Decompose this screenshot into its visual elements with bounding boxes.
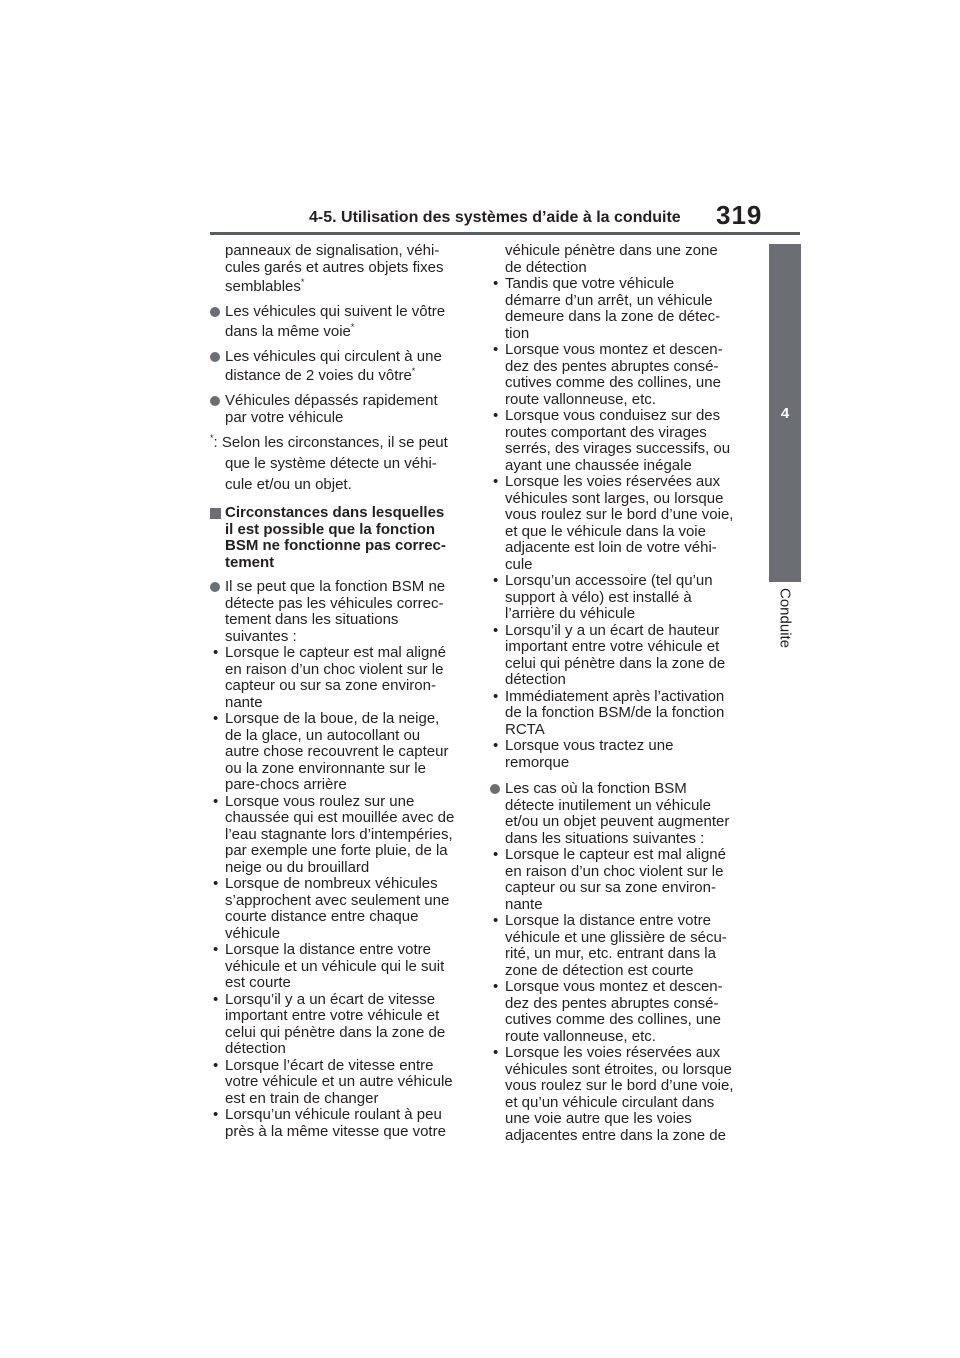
text-line: neige ou du brouillard [225, 858, 370, 876]
text-line: et qu’un véhicule circulant dans [505, 1093, 715, 1111]
text-line: nante [505, 895, 543, 913]
text-line: véhicule [225, 924, 281, 942]
dash-item [490, 1045, 760, 1144]
text-line: route vallonneuse, etc. [505, 1027, 656, 1045]
text-line: vous roulez sur le bord d’une voie, [505, 1077, 734, 1094]
section-square-icon [210, 508, 221, 519]
dash-item [210, 992, 472, 1058]
text-line: Lorsque vous conduisez sur des [505, 407, 721, 424]
text-line: véhicules sont étroites, ou lorsque [505, 1060, 732, 1078]
dash-list [210, 645, 472, 1140]
text-line: remorque [505, 753, 570, 771]
text-line: cutives comme des collines, une [505, 374, 721, 391]
text-line: Lorsque le capteur est mal aligné [505, 846, 726, 863]
text-line: autre chose recouvrent le capteur [225, 743, 449, 760]
text-line [225, 321, 472, 343]
dash-mark: • [493, 621, 499, 639]
section-heading [210, 505, 472, 571]
text-line: celui qui pénètre dans la zone de [225, 1023, 446, 1041]
text-line: suivantes : [225, 627, 297, 645]
text-span: distance de 2 voies du vôtre [225, 367, 412, 384]
text-line: détecte inutilement un véhicule [505, 796, 711, 814]
intro-text [210, 243, 472, 298]
text-line: par exemple une forte pluie, de la [225, 842, 448, 859]
dash-mark: • [213, 1056, 219, 1074]
text-line: près à la même vitesse que votre [225, 1122, 446, 1140]
text-line: panneaux de signalisation, véhi- [225, 242, 440, 259]
text-line: cule et/ou un objet. [225, 476, 352, 493]
text-line: votre véhicule et un autre véhicule [225, 1073, 453, 1090]
text-line: Lorsqu’un véhicule roulant à peu [225, 1106, 442, 1123]
text-line: Lorsque les voies réservées aux [505, 1044, 721, 1061]
text-line: Lorsque de nombreux véhicules [225, 875, 438, 892]
section-title: 4-5. Utilisation des systèmes d’aide à la conduite [309, 209, 681, 226]
text-line: Lorsque vous tractez une [505, 737, 674, 754]
dash-mark: • [213, 941, 219, 958]
text-line: rité, un mur, etc. entrant dans la [505, 945, 716, 962]
dash-item [490, 913, 760, 979]
text-line: est courte [225, 974, 291, 991]
footnote [210, 432, 472, 495]
asterisk: * [350, 321, 355, 332]
dash-item [490, 847, 760, 913]
text-line: tion [505, 324, 530, 342]
dash-item [210, 876, 472, 942]
text-line: tement [225, 553, 275, 571]
text-line: cutives comme des collines, une [505, 1011, 721, 1028]
bullet-dot-icon [210, 307, 220, 317]
text-line: détecte pas les véhicules correc- [225, 594, 444, 612]
list-item [210, 349, 472, 388]
left-column [210, 243, 472, 1140]
text-line: Tandis que votre véhicule [505, 275, 675, 292]
text-line: l’arrière du véhicule [505, 605, 636, 622]
text-line: tement dans les situations [225, 611, 399, 628]
text-line: important entre votre véhicule et [505, 638, 720, 655]
text-line: RCTA [505, 720, 545, 738]
text-line: véhicule et un véhicule qui le suit [225, 957, 445, 975]
dash-item [490, 474, 760, 573]
text-line: routes comportant des virages [505, 423, 707, 441]
list-item [210, 579, 472, 645]
dash-mark: • [493, 737, 499, 754]
chapter-label: Conduite [776, 588, 794, 649]
text-span: semblables [225, 278, 301, 295]
page-header [210, 200, 800, 236]
text-line: Lorsque l’écart de vitesse entre [225, 1056, 434, 1074]
text-line: dez des pentes abruptes consé- [505, 994, 719, 1012]
text-line: Lorsqu’il y a un écart de vitesse [225, 990, 436, 1008]
dash-item [210, 1107, 472, 1140]
dash-list [490, 276, 760, 771]
dash-mark: • [493, 275, 499, 292]
text-line: en raison d’un choc violent sur le [225, 660, 444, 678]
text-line [225, 365, 472, 387]
list-item [210, 393, 472, 426]
bullet-dot-icon [210, 582, 220, 592]
dash-mark: • [493, 846, 499, 863]
dash-mark: • [213, 1106, 219, 1123]
text-line: Lorsque vous montez et descen- [505, 978, 723, 995]
bullet-dot-icon [210, 396, 220, 406]
dash-mark: • [493, 572, 499, 589]
list-item [210, 304, 472, 343]
text-line: dez des pentes abruptes consé- [505, 357, 719, 375]
text-line: important entre votre véhicule et [225, 1007, 440, 1024]
text-line: capteur ou sur sa zone environ- [225, 677, 436, 694]
text-line: adjacente est loin de votre véhi- [505, 539, 717, 556]
bullet-dot-icon [210, 352, 220, 362]
text-line: en raison d’un choc violent sur le [505, 862, 724, 880]
text-line: de détection [505, 258, 587, 276]
text-line: celui qui pénètre dans la zone de [505, 654, 726, 672]
dash-item [490, 689, 760, 739]
text-line: démarre d’un arrêt, un véhicule [505, 291, 713, 309]
text-line: de la glace, un autocollant ou [225, 726, 421, 744]
text-line: adjacentes entre dans la zone de [505, 1126, 726, 1144]
text-line: nante [225, 693, 263, 711]
text-line: Lorsque les voies réservées aux [505, 473, 721, 490]
text-line: et/ou un objet peuvent augmenter [505, 813, 730, 830]
dash-list [490, 847, 760, 1144]
continued-text [490, 243, 760, 276]
dash-item [490, 979, 760, 1045]
chapter-number: 4 [769, 244, 801, 582]
dash-mark: • [213, 792, 219, 810]
text-line: Les cas où la fonction BSM [505, 780, 687, 797]
text-line: ayant une chaussée inégale [505, 456, 692, 474]
text-line: BSM ne fonctionne pas correc- [225, 537, 446, 554]
text-line: Véhicules dépassés rapidement [225, 392, 438, 409]
dash-item [210, 794, 472, 877]
list-item [490, 781, 760, 847]
text-line: Lorsque la distance entre votre [505, 912, 711, 929]
text-line [225, 276, 472, 298]
footnote-mark: * [210, 433, 214, 443]
dash-mark: • [493, 473, 499, 490]
dash-mark: • [493, 912, 499, 929]
text-line: Lorsqu’il y a un écart de hauteur [505, 621, 720, 639]
text-line: Immédiatement après l’activation [505, 687, 725, 705]
asterisk: * [411, 366, 416, 376]
text-line: que le système détecte un véhi- [225, 455, 437, 472]
text-line: route vallonneuse, etc. [505, 390, 656, 408]
right-column [490, 243, 760, 1144]
chapter-tab [769, 244, 801, 582]
dash-item [490, 623, 760, 689]
text-line: Lorsque vous montez et descen- [505, 341, 723, 358]
bullet-dot-icon [490, 784, 500, 794]
dash-item [210, 1058, 472, 1108]
dash-item [490, 276, 760, 342]
text-line: Il se peut que la fonction BSM ne [225, 578, 446, 595]
text-line: s’approchent avec seulement une [225, 891, 450, 909]
text-line: véhicule pénètre dans une zone [505, 242, 718, 259]
header-rule [210, 232, 800, 235]
text-line: Lorsqu’un accessoire (tel qu’un [505, 572, 713, 589]
text-line: Lorsque le capteur est mal aligné [225, 644, 446, 661]
text-line: il est possible que la fonction [225, 520, 436, 538]
text-line: véhicule et une glissière de sécu- [505, 928, 727, 946]
dash-item [210, 645, 472, 711]
dash-mark: • [213, 710, 219, 727]
text-line: serrés, des virages successifs, ou [505, 440, 731, 457]
text-line: support à vélo) est installé à [505, 588, 692, 606]
dash-item [210, 942, 472, 992]
text-line [210, 432, 472, 453]
text-line: Circonstances dans lesquelles [225, 504, 445, 521]
text-line: Les véhicules qui suivent le vôtre [225, 303, 446, 320]
text-line: zone de détection est courte [505, 961, 694, 979]
text-line: cules garés et autres objets fixes [225, 258, 444, 276]
dash-mark: • [493, 978, 499, 995]
dash-mark: • [213, 875, 219, 892]
text-line: ou la zone environnante sur le [225, 759, 426, 777]
text-line: détection [225, 1040, 286, 1057]
text-line: courte distance entre chaque [225, 908, 419, 925]
dash-item [490, 408, 760, 474]
text-line: capteur ou sur sa zone environ- [505, 879, 716, 896]
chapter-label-wrap [769, 588, 801, 698]
dash-item [490, 342, 760, 408]
text-line: vous roulez sur le bord d’une voie, [505, 506, 734, 523]
text-line: dans les situations suivantes : [505, 829, 705, 847]
dash-mark: • [493, 407, 499, 424]
text-line: une voie autre que les voies [505, 1110, 692, 1127]
text-line: Lorsque de la boue, de la neige, [225, 710, 440, 727]
text-line: Les véhicules qui circulent à une [225, 347, 442, 365]
dash-mark: • [213, 990, 219, 1008]
asterisk: * [300, 277, 305, 287]
dash-item [490, 738, 760, 771]
text-line: l’eau stagnante lors d’intempéries, [225, 825, 453, 843]
text-span: dans la même voie [225, 322, 351, 340]
text-line: et que le véhicule dans la voie [505, 522, 706, 540]
text-line: pare-chocs arrière [225, 776, 347, 793]
text-line: par votre véhicule [225, 408, 344, 426]
text-line: chaussée qui est mouillée avec de [225, 809, 455, 826]
text-line: est en train de changer [225, 1089, 379, 1107]
text-line: Lorsque la distance entre votre [225, 941, 431, 958]
dash-mark: • [213, 644, 219, 661]
page-number: 319 [716, 200, 763, 230]
dash-mark: • [493, 687, 499, 705]
text-span: : Selon les circonstances, il se peut [213, 434, 448, 451]
text-line: cule [505, 555, 533, 573]
dash-mark: • [493, 341, 499, 358]
dash-item [210, 711, 472, 794]
text-line: Lorsque vous roulez sur une [225, 792, 415, 810]
text-line: demeure dans la zone de détec- [505, 308, 721, 325]
dash-item [490, 573, 760, 623]
text-line: de la fonction BSM/de la fonction [505, 704, 725, 721]
dash-mark: • [493, 1044, 499, 1061]
text-line: véhicules sont larges, ou lorsque [505, 489, 724, 507]
text-line: détection [505, 671, 566, 688]
